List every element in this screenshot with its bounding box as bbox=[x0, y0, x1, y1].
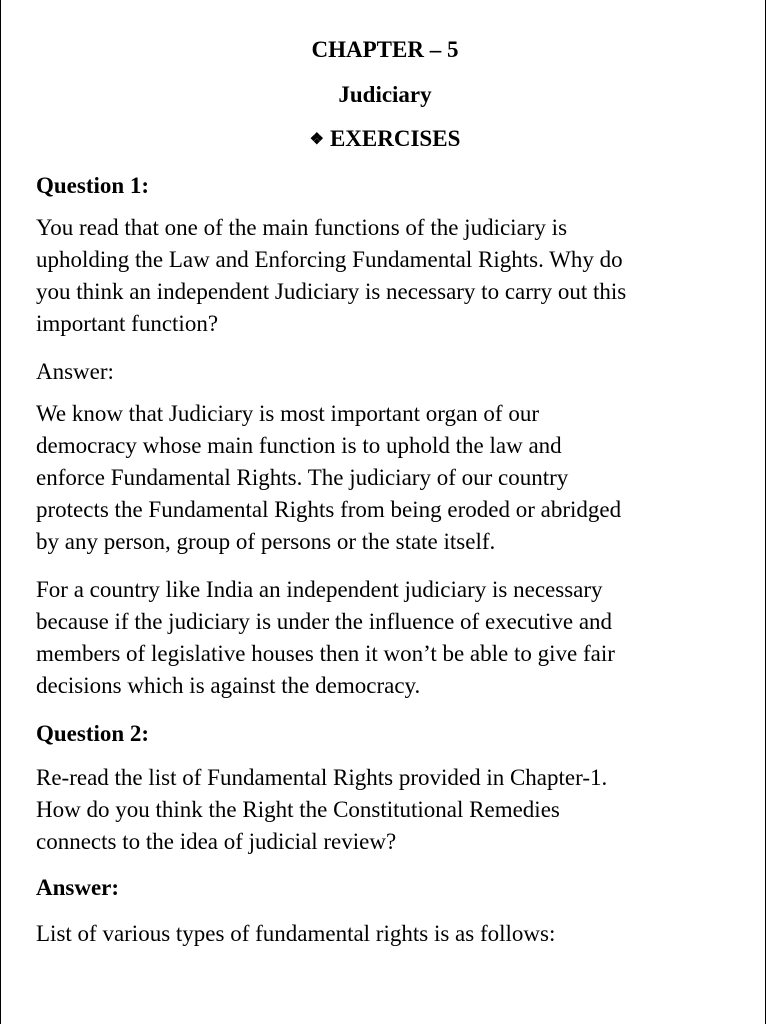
question-2-text bbox=[36, 762, 736, 858]
answer-line: For a country like India an independent judiciary is necessary bbox=[36, 577, 603, 602]
exercises-heading bbox=[1, 125, 768, 154]
answer-line: by any person, group of persons or the state itself. bbox=[36, 529, 496, 554]
answer-1-paragraph-1 bbox=[36, 398, 736, 558]
answer-line: because if the judiciary is under the influence of executive and bbox=[36, 609, 613, 634]
question-2-label: Question 2: bbox=[36, 721, 150, 746]
answer-2-label: Answer: bbox=[36, 875, 120, 900]
question-2-line: Re-read the list of Fundamental Rights provided in Chapter-1. bbox=[36, 765, 608, 790]
question-1-line: upholding the Law and Enforcing Fundamental Rights. Why do bbox=[36, 247, 623, 272]
answer-line: protects the Fundamental Rights from being eroded or abridged bbox=[36, 497, 622, 522]
answer-line: We know that Judiciary is most important organ of our bbox=[36, 401, 540, 426]
question-1-text bbox=[36, 212, 736, 340]
answer-2-text bbox=[36, 918, 736, 950]
answer-line: enforce Fundamental Rights. The judiciary of our country bbox=[36, 465, 569, 490]
question-2-line: How do you think the Right the Constitutional Remedies bbox=[36, 797, 560, 822]
question-1-line: you think an independent Judiciary is necessary to carry out this bbox=[36, 279, 627, 304]
chapter-heading: CHAPTER – 5 bbox=[311, 37, 459, 62]
exercises-label: EXERCISES bbox=[329, 126, 461, 151]
question-1-line: important function? bbox=[36, 311, 219, 336]
answer-1-paragraph-2 bbox=[36, 574, 736, 702]
question-1-line: You read that one of the main functions of the judiciary is bbox=[36, 215, 568, 240]
answer-line: List of various types of fundamental rights is as follows: bbox=[36, 921, 556, 946]
answer-line: members of legislative houses then it won’t be able to give fair bbox=[36, 641, 615, 666]
question-2-line: connects to the idea of judicial review? bbox=[36, 829, 397, 854]
answer-line: decisions which is against the democracy. bbox=[36, 673, 421, 698]
answer-line: democracy whose main function is to uphold the law and bbox=[36, 433, 562, 458]
question-1-label: Question 1: bbox=[36, 173, 150, 198]
diamond-bullet-icon: ❖ bbox=[309, 131, 324, 148]
answer-1-label: Answer: bbox=[36, 359, 114, 384]
chapter-title: Judiciary bbox=[338, 82, 432, 107]
